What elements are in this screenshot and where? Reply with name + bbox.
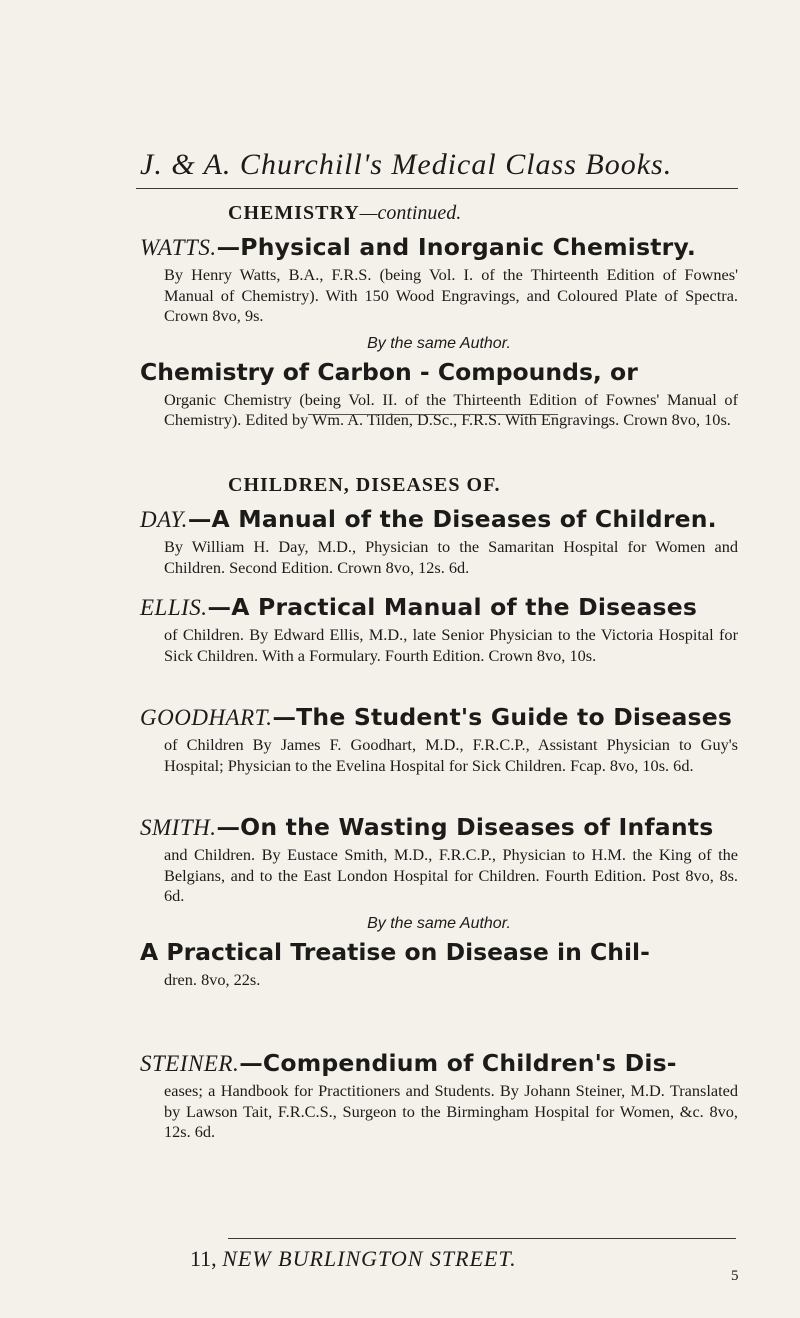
sub-entry-title: A Practical Treatise on Disease in Chil- (140, 937, 650, 966)
by-same-author-label: By the same Author. (367, 914, 511, 932)
sub-entry-description: Organic Chemistry (being Vol. II. of the Thirteenth Edition of Fownes' Manual of Chemistry). Edited by Wm. A. Tilden, D.Sc., F.R.S. With Engravings. Crown 8vo, 10s. (164, 389, 738, 429)
entry-title-text: —Compendium of Children's Dis- (239, 1049, 677, 1077)
entry-author: ELLIS. (140, 595, 208, 620)
entry-watts (140, 232, 738, 431)
entry-author: STEINER. (140, 1051, 240, 1076)
footer-rule (228, 1238, 736, 1239)
section-divider (308, 414, 558, 415)
section-title: CHEMISTRY (228, 202, 360, 224)
section-heading-children (228, 474, 500, 497)
page-number: 5 (731, 1268, 739, 1284)
continued-label: —continued. (359, 202, 462, 224)
sub-entry-title: Chemistry of Carbon - Compounds, or (140, 357, 638, 386)
section-heading-chemistry (228, 202, 461, 225)
entry-description: of Children. By Edward Ellis, M.D., late Senior Physician to the Victoria Hospital for Sick Children. With a Formulary. Fourth Edition. Crown 8vo, 10s. (164, 625, 738, 665)
entry-description: eases; a Handbook for Practitioners and Students. By Johann Steiner, M.D. Translated by Lawson Tait, F.R.C.S., Surgeon to the Birmingham Hospital for Women, &c. 8vo, 12s. 6d. (164, 1081, 738, 1141)
by-same-author-label: By the same Author. (367, 334, 511, 352)
entry-description: By Henry Watts, B.A., F.R.S. (being Vol. I. of the Thirteenth Edition of Fownes' Manual of Chemistry). With 150 Wood Engravings, and Coloured Plate of Spectra. Crown 8vo, 9s. (164, 265, 738, 325)
entry-day (140, 504, 738, 578)
entry-steiner (140, 1048, 738, 1143)
entry-title-text: —A Manual of the Diseases of Children. (187, 505, 717, 533)
entry-title (140, 812, 738, 843)
entry-title (140, 702, 738, 733)
entry-description: and Children. By Eustace Smith, M.D., F.R.C.P., Physician to H.M. the King of the Belgians, and to the East London Hospital for Children. Fourth Edition. Post 8vo, 8s. 6d. (164, 845, 738, 905)
entry-goodhart (140, 702, 738, 776)
entry-author: SMITH. (140, 815, 217, 840)
sub-entry-description: dren. 8vo, 22s. (164, 969, 261, 989)
street-number: 11, (190, 1246, 217, 1271)
entry-author: WATTS. (140, 235, 217, 260)
entry-description: By William H. Day, M.D., Physician to the Samaritan Hospital for Women and Children. Second Edition. Crown 8vo, 12s. 6d. (164, 537, 738, 577)
street-name: NEW BURLINGTON STREET. (222, 1246, 517, 1271)
publisher-address (190, 1246, 517, 1272)
entry-title-text: —Physical and Inorganic Chemistry. (216, 233, 696, 261)
entry-title (140, 232, 738, 263)
entry-author: GOODHART. (140, 705, 273, 730)
section-title: CHILDREN, DISEASES OF. (228, 474, 501, 496)
entry-title-text: —On the Wasting Diseases of Infants (216, 813, 714, 841)
entry-title (140, 592, 738, 623)
entry-title-text: —A Practical Manual of the Diseases (207, 593, 698, 621)
entry-ellis (140, 592, 738, 666)
running-head: J. & A. Churchill's Medical Class Books. (140, 148, 673, 181)
entry-author: DAY. (140, 507, 188, 532)
entry-title (140, 504, 738, 535)
entry-title-text: —The Student's Guide to Diseases (272, 703, 733, 731)
header-rule (136, 188, 738, 189)
entry-smith (140, 812, 738, 990)
entry-title (140, 1048, 738, 1079)
entry-description: of Children By James F. Goodhart, M.D., F.R.C.P., Assistant Physician to Guy's Hospital; Physician to the Evelina Hospital for Sick Children. Fcap. 8vo, 10s. 6d. (164, 735, 738, 775)
